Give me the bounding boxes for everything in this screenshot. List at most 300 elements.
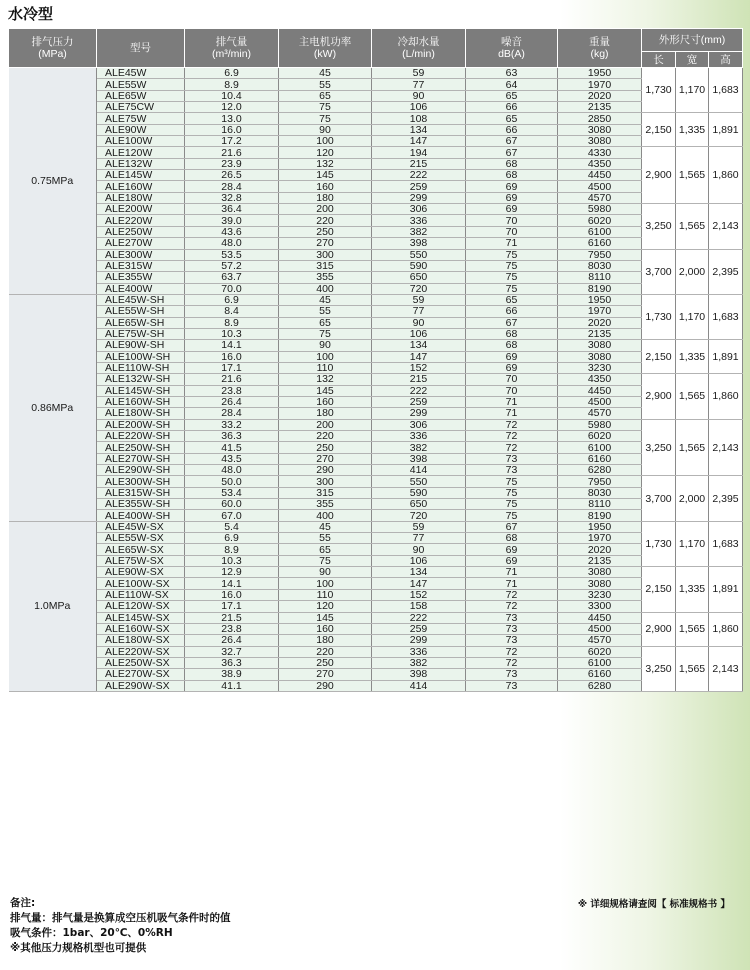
dim-length-cell: 3,250 [642,204,676,249]
flow-cell: 60.0 [185,499,279,510]
table-row [9,124,743,135]
motor-cell: 65 [279,544,372,555]
table-row [9,635,743,646]
noise-cell: 71 [466,396,558,407]
dim-height-cell: 1,860 [709,612,743,646]
dim-width-cell: 1,170 [676,521,709,566]
water-cell: 106 [372,328,466,339]
noise-cell: 67 [466,147,558,158]
model-cell: ALE250W-SX [97,657,185,668]
water-cell: 299 [372,635,466,646]
motor-cell: 65 [279,317,372,328]
header-flow-unit: (m³/min) [211,48,252,60]
table-row [9,680,743,691]
flow-cell: 12.9 [185,567,279,578]
noise-cell: 75 [466,283,558,294]
dim-height-cell: 1,860 [709,147,743,204]
table-row [9,544,743,555]
noise-cell: 73 [466,680,558,691]
flow-cell: 23.8 [185,385,279,396]
weight-cell: 3300 [558,601,642,612]
water-cell: 259 [372,623,466,634]
header-water-unit: (L/min) [402,48,435,60]
model-cell: ALE132W-SH [97,374,185,385]
table-row [9,589,743,600]
water-cell: 106 [372,102,466,113]
motor-cell: 75 [279,328,372,339]
flow-cell: 43.5 [185,453,279,464]
flow-cell: 23.9 [185,158,279,169]
dim-length-cell: 3,700 [642,249,676,294]
dim-length-cell: 3,700 [642,476,676,521]
noise-cell: 71 [466,578,558,589]
flow-cell: 10.4 [185,90,279,101]
model-cell: ALE55W [97,79,185,90]
noise-cell: 72 [466,589,558,600]
model-cell: ALE160W-SX [97,623,185,634]
dim-height-cell: 1,891 [709,340,743,374]
flow-cell: 41.5 [185,442,279,453]
flow-cell: 8.9 [185,317,279,328]
header-motor [279,29,372,68]
noise-cell: 75 [466,260,558,271]
motor-cell: 65 [279,90,372,101]
model-cell: ALE90W-SX [97,567,185,578]
noise-cell: 69 [466,351,558,362]
model-cell: ALE45W-SX [97,521,185,532]
noise-cell: 67 [466,136,558,147]
noise-cell: 73 [466,612,558,623]
noise-cell: 71 [466,238,558,249]
header-dims: 外形尺寸(mm) [642,29,743,52]
motor-cell: 100 [279,136,372,147]
dim-length-cell: 2,900 [642,374,676,419]
flow-cell: 53.5 [185,249,279,260]
motor-cell: 355 [279,499,372,510]
weight-cell: 6160 [558,669,642,680]
header-weight-label: 重量 [589,36,610,48]
noise-cell: 72 [466,601,558,612]
weight-cell: 4570 [558,635,642,646]
model-cell: ALE45W-SH [97,294,185,305]
model-cell: ALE200W [97,204,185,215]
table-row [9,476,743,487]
model-cell: ALE160W [97,181,185,192]
model-cell: ALE65W-SH [97,317,185,328]
water-cell: 336 [372,646,466,657]
model-cell: ALE100W-SX [97,578,185,589]
model-cell: ALE400W [97,283,185,294]
dim-height-cell: 1,683 [709,68,743,113]
flow-cell: 14.1 [185,340,279,351]
weight-cell: 4500 [558,181,642,192]
table-row [9,499,743,510]
water-cell: 215 [372,158,466,169]
model-cell: ALE180W-SX [97,635,185,646]
noise-cell: 68 [466,158,558,169]
noise-cell: 73 [466,669,558,680]
dim-length-cell: 2,150 [642,113,676,147]
model-cell: ALE90W-SH [97,340,185,351]
weight-cell: 4570 [558,192,642,203]
motor-cell: 45 [279,294,372,305]
water-cell: 222 [372,612,466,623]
noise-cell: 72 [466,657,558,668]
noise-cell: 72 [466,419,558,430]
pressure-cell: 0.86MPa [9,294,97,521]
water-cell: 106 [372,555,466,566]
header-motor-unit: (kW) [313,48,337,60]
model-cell: ALE100W [97,136,185,147]
motor-cell: 270 [279,453,372,464]
noise-cell: 69 [466,555,558,566]
motor-cell: 355 [279,272,372,283]
flow-cell: 67.0 [185,510,279,521]
weight-cell: 3080 [558,124,642,135]
model-cell: ALE75W [97,113,185,124]
weight-cell: 3230 [558,362,642,373]
weight-cell: 1970 [558,306,642,317]
water-cell: 147 [372,578,466,589]
water-cell: 222 [372,170,466,181]
weight-cell: 6020 [558,215,642,226]
water-cell: 59 [372,68,466,79]
weight-cell: 6280 [558,465,642,476]
motor-cell: 75 [279,102,372,113]
noise-cell: 70 [466,385,558,396]
header-model: 型号 [97,29,185,68]
weight-cell: 2020 [558,317,642,328]
weight-cell: 4350 [558,158,642,169]
noise-cell: 65 [466,294,558,305]
motor-cell: 45 [279,521,372,532]
flow-cell: 36.3 [185,431,279,442]
flow-cell: 36.3 [185,657,279,668]
notes-line-flow: 排气量：排气量是换算成空压机吸气条件时的值 [10,912,231,924]
dim-length-cell: 2,900 [642,612,676,646]
motor-cell: 145 [279,385,372,396]
weight-cell: 1950 [558,521,642,532]
water-cell: 147 [372,351,466,362]
noise-cell: 66 [466,124,558,135]
dim-length-cell: 2,900 [642,147,676,204]
water-cell: 398 [372,238,466,249]
noise-cell: 69 [466,362,558,373]
water-cell: 90 [372,317,466,328]
motor-cell: 200 [279,204,372,215]
weight-cell: 3080 [558,136,642,147]
dim-width-cell: 1,565 [676,204,709,249]
dim-height-cell: 1,891 [709,567,743,612]
motor-cell: 90 [279,124,372,135]
header-length: 长 [642,52,676,68]
dim-width-cell: 1,565 [676,612,709,646]
model-cell: ALE180W-SH [97,408,185,419]
table-row [9,306,743,317]
spec-table-body [9,68,743,692]
weight-cell: 6020 [558,431,642,442]
table-row [9,90,743,101]
water-cell: 299 [372,192,466,203]
flow-cell: 12.0 [185,102,279,113]
noise-cell: 70 [466,374,558,385]
flow-cell: 32.8 [185,192,279,203]
flow-cell: 17.1 [185,362,279,373]
noise-cell: 65 [466,90,558,101]
motor-cell: 100 [279,578,372,589]
table-row [9,158,743,169]
weight-cell: 2850 [558,113,642,124]
dim-height-cell: 1,860 [709,374,743,419]
dim-height-cell: 1,683 [709,294,743,339]
dim-height-cell: 1,683 [709,521,743,566]
noise-cell: 70 [466,226,558,237]
page-title: 水冷型 [8,5,54,23]
motor-cell: 270 [279,238,372,249]
model-cell: ALE132W [97,158,185,169]
dim-height-cell: 2,143 [709,646,743,691]
header-width: 宽 [676,52,709,68]
table-row [9,396,743,407]
dim-width-cell: 1,170 [676,294,709,339]
flow-cell: 6.9 [185,533,279,544]
noise-cell: 75 [466,249,558,260]
table-row [9,170,743,181]
flow-cell: 14.1 [185,578,279,589]
model-cell: ALE250W [97,226,185,237]
water-cell: 382 [372,657,466,668]
noise-cell: 67 [466,317,558,328]
dim-length-cell: 1,730 [642,521,676,566]
dim-width-cell: 1,335 [676,567,709,612]
water-cell: 414 [372,465,466,476]
weight-cell: 4500 [558,623,642,634]
motor-cell: 250 [279,657,372,668]
noise-cell: 72 [466,442,558,453]
flow-cell: 53.4 [185,487,279,498]
table-row [9,204,743,215]
model-cell: ALE55W-SH [97,306,185,317]
header-height: 高 [709,52,743,68]
weight-cell: 1950 [558,294,642,305]
notes-line-conditions: 吸气条件：1bar、20℃、0%RH [10,927,173,939]
motor-cell: 145 [279,170,372,181]
motor-cell: 180 [279,635,372,646]
table-row [9,408,743,419]
flow-cell: 10.3 [185,328,279,339]
model-cell: ALE145W-SH [97,385,185,396]
weight-cell: 3080 [558,578,642,589]
model-cell: ALE300W [97,249,185,260]
table-row [9,260,743,271]
motor-cell: 250 [279,442,372,453]
dim-length-cell: 2,150 [642,340,676,374]
spec-table [8,28,743,692]
noise-cell: 75 [466,272,558,283]
water-cell: 382 [372,442,466,453]
weight-cell: 8190 [558,283,642,294]
dim-height-cell: 2,395 [709,476,743,521]
motor-cell: 315 [279,260,372,271]
noise-cell: 75 [466,476,558,487]
table-row [9,102,743,113]
table-row [9,578,743,589]
model-cell: ALE290W-SH [97,465,185,476]
header-motor-label: 主电机功率 [298,36,352,48]
water-cell: 590 [372,487,466,498]
noise-cell: 75 [466,499,558,510]
water-cell: 59 [372,521,466,532]
motor-cell: 160 [279,396,372,407]
model-cell: ALE315W-SH [97,487,185,498]
noise-cell: 68 [466,533,558,544]
weight-cell: 2020 [558,90,642,101]
table-row [9,431,743,442]
dim-width-cell: 1,170 [676,68,709,113]
motor-cell: 160 [279,623,372,634]
water-cell: 550 [372,476,466,487]
weight-cell: 8030 [558,260,642,271]
flow-cell: 57.2 [185,260,279,271]
flow-cell: 50.0 [185,476,279,487]
noise-cell: 69 [466,204,558,215]
dim-height-cell: 1,891 [709,113,743,147]
model-cell: ALE100W-SH [97,351,185,362]
table-row [9,669,743,680]
motor-cell: 120 [279,601,372,612]
model-cell: ALE75W-SH [97,328,185,339]
motor-cell: 110 [279,362,372,373]
header-weight-unit: (kg) [590,48,609,60]
flow-cell: 16.0 [185,351,279,362]
motor-cell: 315 [279,487,372,498]
dim-width-cell: 1,565 [676,646,709,691]
dim-width-cell: 1,335 [676,113,709,147]
table-row [9,442,743,453]
water-cell: 414 [372,680,466,691]
flow-cell: 8.4 [185,306,279,317]
water-cell: 134 [372,124,466,135]
noise-cell: 68 [466,340,558,351]
header-pressure [9,29,97,68]
table-row [9,521,743,532]
noise-cell: 70 [466,215,558,226]
weight-cell: 4450 [558,170,642,181]
table-row [9,272,743,283]
weight-cell: 4570 [558,408,642,419]
motor-cell: 45 [279,68,372,79]
weight-cell: 4500 [558,396,642,407]
model-cell: ALE270W-SX [97,669,185,680]
model-cell: ALE220W-SH [97,431,185,442]
flow-cell: 16.0 [185,589,279,600]
motor-cell: 220 [279,646,372,657]
motor-cell: 55 [279,306,372,317]
flow-cell: 28.4 [185,181,279,192]
flow-cell: 70.0 [185,283,279,294]
motor-cell: 145 [279,612,372,623]
table-row [9,612,743,623]
header-noise-label: 噪音 [501,36,522,48]
model-cell: ALE200W-SH [97,419,185,430]
dim-length-cell: 1,730 [642,294,676,339]
water-cell: 299 [372,408,466,419]
noise-cell: 63 [466,68,558,79]
flow-cell: 33.2 [185,419,279,430]
notes [10,896,740,956]
weight-cell: 8110 [558,499,642,510]
noise-cell: 75 [466,487,558,498]
weight-cell: 2135 [558,102,642,113]
weight-cell: 8030 [558,487,642,498]
weight-cell: 2020 [558,544,642,555]
water-cell: 194 [372,147,466,158]
table-row [9,533,743,544]
model-cell: ALE75W-SX [97,555,185,566]
water-cell: 215 [372,374,466,385]
motor-cell: 300 [279,249,372,260]
noise-cell: 66 [466,306,558,317]
flow-cell: 21.5 [185,612,279,623]
dim-length-cell: 1,730 [642,68,676,113]
header-weight [558,29,642,68]
water-cell: 650 [372,499,466,510]
model-cell: ALE145W [97,170,185,181]
table-row [9,340,743,351]
water-cell: 306 [372,419,466,430]
weight-cell: 4450 [558,612,642,623]
model-cell: ALE75CW [97,102,185,113]
weight-cell: 4350 [558,374,642,385]
water-cell: 134 [372,567,466,578]
dim-width-cell: 1,565 [676,374,709,419]
notes-line-other: ※其他压力规格机型也可提供 [10,942,147,954]
header-flow [185,29,279,68]
table-row [9,351,743,362]
motor-cell: 160 [279,181,372,192]
motor-cell: 132 [279,158,372,169]
motor-cell: 90 [279,340,372,351]
water-cell: 222 [372,385,466,396]
dim-length-cell: 2,150 [642,567,676,612]
model-cell: ALE65W-SX [97,544,185,555]
dim-width-cell: 1,335 [676,340,709,374]
water-cell: 720 [372,510,466,521]
motor-cell: 180 [279,192,372,203]
water-cell: 306 [372,204,466,215]
water-cell: 550 [372,249,466,260]
dim-height-cell: 2,143 [709,204,743,249]
table-row [9,226,743,237]
pressure-cell: 0.75MPa [9,68,97,295]
dim-width-cell: 2,000 [676,476,709,521]
noise-cell: 71 [466,567,558,578]
table-row [9,283,743,294]
table-row [9,657,743,668]
table-row [9,362,743,373]
notes-reference: ※ 详细规格请查阅【 标准规格书 】 [577,899,730,910]
weight-cell: 3080 [558,340,642,351]
model-cell: ALE355W-SH [97,499,185,510]
water-cell: 77 [372,79,466,90]
motor-cell: 220 [279,431,372,442]
water-cell: 398 [372,669,466,680]
model-cell: ALE355W [97,272,185,283]
header-pressure-unit: (MPa) [38,48,67,60]
noise-cell: 73 [466,623,558,634]
weight-cell: 6020 [558,646,642,657]
flow-cell: 8.9 [185,79,279,90]
